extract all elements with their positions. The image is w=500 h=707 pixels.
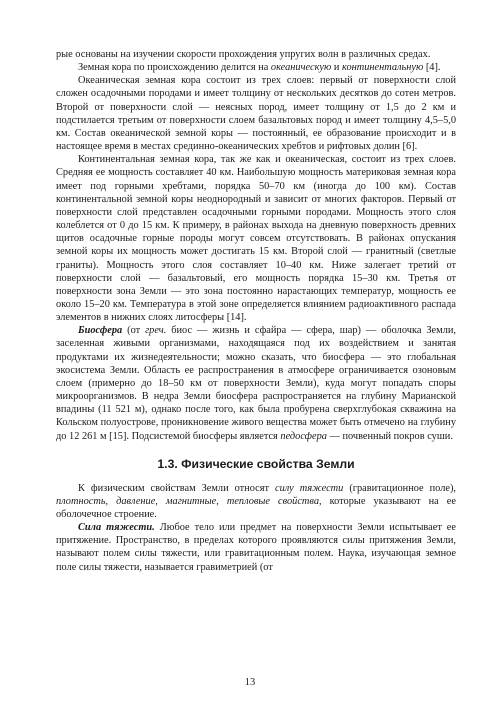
term-gravity: силу тяжести bbox=[275, 482, 344, 494]
text-run: — почвенный покров суши. bbox=[326, 430, 453, 442]
paragraph-continental-crust: Континентальная земная кора, так же как и океаническая, состоит из трех слоев. Средняя ее мощность составляет 40 км. Наибольшую мощность материковая земная кора имеет под горными хребтами, порядка 50–70 км (иногда до 100 км). Состав континентальной земной коры неоднородный и зависит от многих факторов. Первый от поверхности слой представлен осадочными горными породами. Мощность этого слоя колеблется от 0 до 15 км. К примеру, в районах выхода на дневную поверхность древних щитов осадочные горные породы могут совсем отсутствовать. В районах опускания земной коры их мощность может достигать 15 км. Второй слой — гранитный (светлые граниты). Мощность этого слоя составляет 10–40 км. Ниже залегает третий от поверхности слой — базальтовый, его мощность порядка 15–30 км. Третья от поверхности зона Земли — это зона постоянно нарастающих температур, мощность ее около 15–20 км. Температура в этой зоне определяется влиянием радиоактивного распада элементов в нижних слоях литосферы [14]. bbox=[56, 154, 456, 324]
text-run: Земная кора по происхождению делится на bbox=[78, 62, 271, 74]
term-continental: континентальную bbox=[342, 62, 424, 74]
text-run: и bbox=[331, 62, 343, 74]
page-number: 13 bbox=[244, 677, 256, 688]
paragraph-intro: рые основаны на изучении скорости прохождения упругих волн в различных средах. bbox=[56, 49, 431, 60]
text-run: которые указывают на ее оболочечное строение. bbox=[56, 495, 456, 520]
text-run: биос — жизнь и сфайра — сфера, шар) — оболочка Земли, заселенная живыми организмами, находящаяся под их воздействием и занятая продуктами их жизнедеятельности; можно сказать, что биосфера — это глобальная экосистема Земли. Область ее распространения в атмосфере ограничивается озоновым слоем (примерно до 18–50 км от поверхности Земли), куда могут попадать споры микроорганизмов. В недра Земли биосфера распространяется на глубину Марианской впадины (11 521 м), однако после того, как была пробурена сверхглубокая скважина на Кольском полуострове, проникновение живого вещества может быть отмечено на глубину до 12 261 м [15]. Подсистемой биосферы является bbox=[56, 325, 456, 442]
paragraph-physical-properties bbox=[56, 482, 456, 521]
term-gravity-heading: Сила тяжести. bbox=[78, 522, 155, 534]
paragraph-biosphere bbox=[56, 324, 456, 442]
text-run: (от bbox=[122, 325, 146, 337]
paragraph-crust-types bbox=[56, 61, 456, 74]
term-biosphere: Биосфера bbox=[78, 325, 123, 337]
text-run: Любое тело или предмет на поверхности Земли испытывает ее притяжение. Пространство, в пределах которого проявляются силы притяжения Земли, называют полем силы тяжести, или гравитационным полем. Наука, изучающая земное поле силы тяжести, называется гравиметрией (от bbox=[56, 522, 456, 573]
paragraph-oceanic-crust: Океаническая земная кора состоит из трех слоев: первый от поверхности слой сложен осадочными породами и имеет толщину от нескольких десятков до сотен метров. Второй от поверхности слой — неясных пород, имеет толщину от 1,5 до 2 км и подстилается третьим от поверхности слоем базальтовых пород и имеет толщину 4,5–5,0 км. Состав океанической земной коры — постоянный, ее образование происходит и в настоящее время в местах срединно-океанических хребтов и рифтовых долин [6]. bbox=[56, 75, 456, 153]
term-oceanic: океаническую bbox=[270, 62, 332, 74]
text-run: К физическим свойствам Земли относят bbox=[78, 482, 276, 494]
term-list: плотность, давление, магнитные, тепловые свойства, bbox=[56, 495, 322, 507]
paragraph-gravity bbox=[56, 521, 456, 574]
term-pedosphere: педосфера bbox=[280, 430, 327, 442]
text-run: [4]. bbox=[423, 62, 441, 74]
section-heading: 1.3. Физические свойства Земли bbox=[157, 456, 355, 471]
text-run: (гравитационное поле), bbox=[343, 482, 456, 494]
body-text bbox=[56, 48, 456, 574]
abbrev-greek: греч. bbox=[145, 325, 167, 337]
